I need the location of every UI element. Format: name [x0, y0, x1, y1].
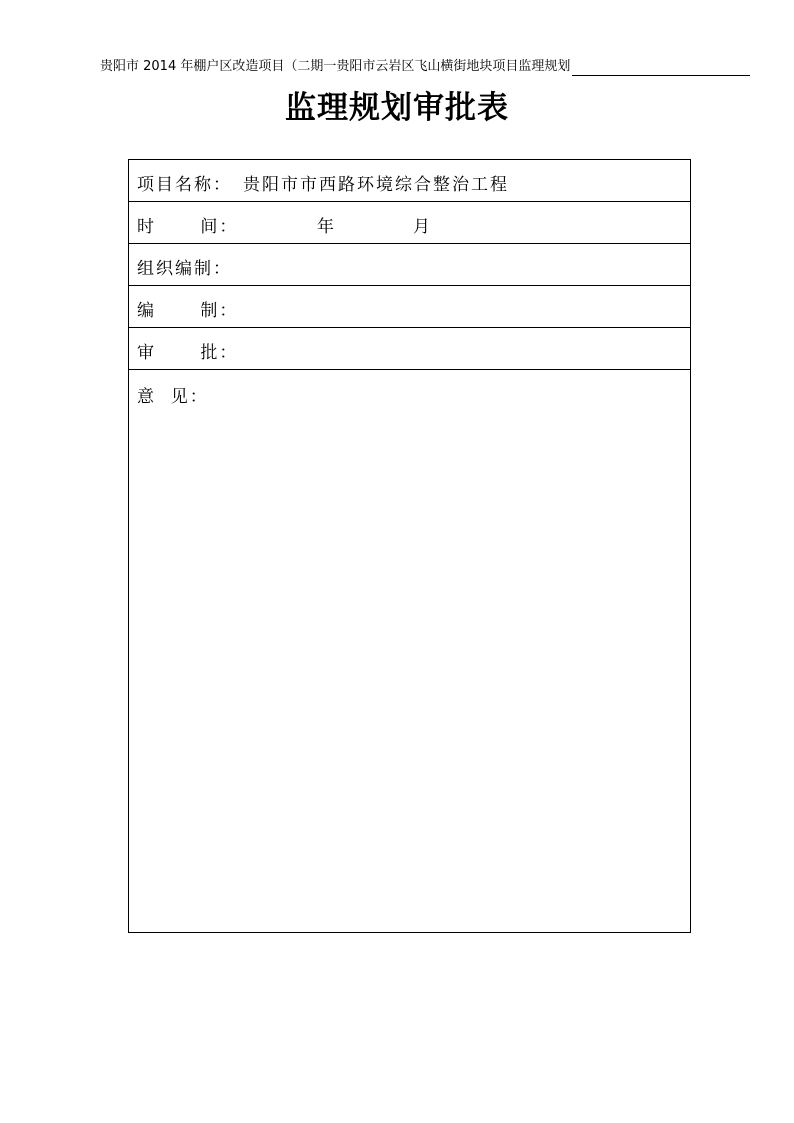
compiler-label: 编 制： [137, 301, 239, 321]
running-header-text: 贵阳市 2014 年棚户区改造项目（二期一贵阳市云岩区飞山横街地块项目监理规划 [100, 59, 571, 74]
organizer-label: 组织编制： [137, 259, 232, 279]
opinion-area [129, 370, 690, 932]
running-header [100, 56, 750, 76]
time-row [129, 202, 690, 244]
compiler-row [129, 286, 690, 328]
page-title: 监理规划审批表 [285, 90, 509, 126]
year-label: 年 [317, 217, 336, 237]
opinion-label: 意 见： [137, 387, 209, 407]
approver-label: 审 批： [137, 343, 239, 363]
approval-form-table [128, 159, 691, 933]
project-name-label: 项目名称： [137, 175, 232, 195]
organizer-row [129, 244, 690, 286]
time-label: 时 间： [137, 217, 239, 237]
approver-row [129, 328, 690, 370]
project-name-value: 贵阳市市西路环境综合整治工程 [243, 175, 509, 195]
project-name-row [129, 160, 690, 202]
month-label: 月 [413, 217, 432, 237]
header-underline [572, 61, 750, 76]
